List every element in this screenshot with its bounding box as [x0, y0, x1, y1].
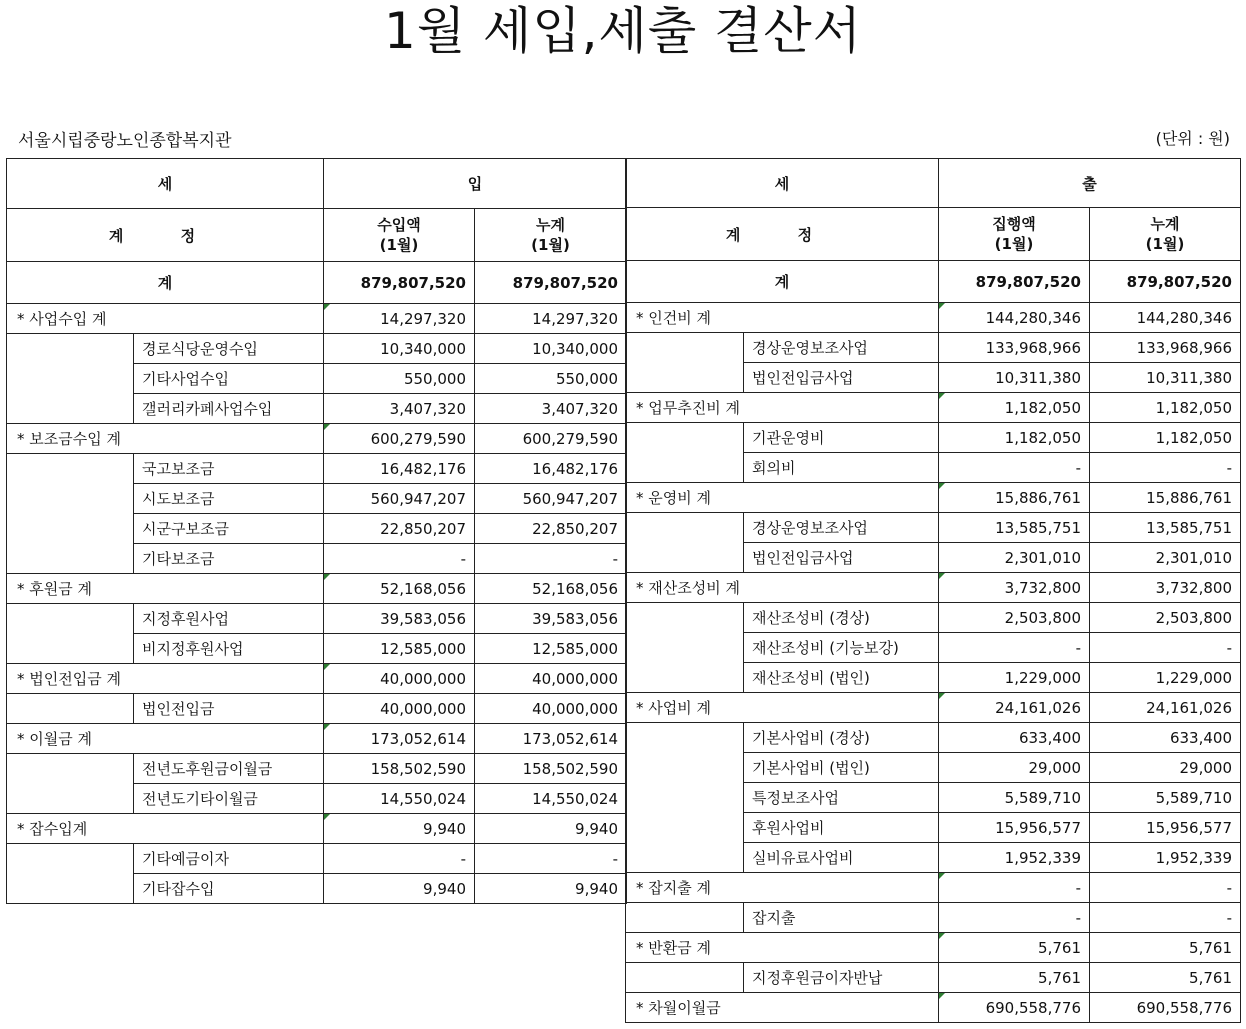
item-cumulative: 158,502,590 [475, 754, 627, 784]
item-cumulative: 10,311,380 [1090, 363, 1241, 393]
item-amount: - [324, 544, 475, 574]
item-label: 재산조성비 (경상) [744, 603, 939, 633]
item-label: 회의비 [744, 453, 939, 483]
item-cumulative: 16,482,176 [475, 454, 627, 484]
item-label: 국고보조금 [134, 454, 324, 484]
group-label: * 법인전입금 계 [7, 664, 324, 694]
item-cumulative: 15,956,577 [1090, 813, 1241, 843]
group-label: * 보조금수입 계 [7, 424, 324, 454]
item-label: 기타잡수입 [134, 874, 324, 904]
item-label: 기관운영비 [744, 423, 939, 453]
item-label: 지정후원금이자반납 [744, 963, 939, 993]
item-cumulative: - [1090, 453, 1241, 483]
group-amount: 5,761 [939, 933, 1090, 963]
group-cumulative: 9,940 [475, 814, 627, 844]
item-cumulative: - [475, 844, 627, 874]
group-row [626, 693, 1241, 723]
item-row [626, 903, 1241, 933]
item-cumulative: 14,550,024 [475, 784, 627, 814]
group-label: * 재산조성비 계 [626, 573, 939, 603]
group-cumulative: 5,761 [1090, 933, 1241, 963]
group-label: * 후원금 계 [7, 574, 324, 604]
item-cumulative: 1,952,339 [1090, 843, 1241, 873]
income-header-right: 입 [324, 159, 627, 209]
item-amount: 2,503,800 [939, 603, 1090, 633]
group-indent-cell [7, 754, 134, 814]
group-label: * 사업비 계 [626, 693, 939, 723]
item-amount: 158,502,590 [324, 754, 475, 784]
item-label: 경상운영보조사업 [744, 513, 939, 543]
item-amount: 12,585,000 [324, 634, 475, 664]
group-label: * 반환금 계 [626, 933, 939, 963]
group-label: * 업무추진비 계 [626, 393, 939, 423]
group-cumulative: 40,000,000 [475, 664, 627, 694]
item-row [626, 963, 1241, 993]
item-label: 잡지출 [744, 903, 939, 933]
group-row [626, 303, 1241, 333]
item-cumulative: - [1090, 633, 1241, 663]
group-cumulative: 3,732,800 [1090, 573, 1241, 603]
item-label: 경상운영보조사업 [744, 333, 939, 363]
group-cumulative: 144,280,346 [1090, 303, 1241, 333]
group-row [7, 814, 627, 844]
group-label: * 차월이월금 [626, 993, 939, 1023]
item-row [7, 694, 627, 724]
group-row [7, 574, 627, 604]
item-cumulative: 40,000,000 [475, 694, 627, 724]
item-cumulative: 633,400 [1090, 723, 1241, 753]
item-label: 재산조성비 (법인) [744, 663, 939, 693]
group-row [626, 873, 1241, 903]
item-cumulative: 560,947,207 [475, 484, 627, 514]
group-amount: 24,161,026 [939, 693, 1090, 723]
group-indent-cell [626, 423, 744, 483]
group-row [7, 724, 627, 754]
expense-total-cumulative: 879,807,520 [1090, 261, 1241, 303]
item-amount: 133,968,966 [939, 333, 1090, 363]
group-indent-cell [7, 844, 134, 904]
group-amount: 3,732,800 [939, 573, 1090, 603]
item-row [7, 604, 627, 634]
item-amount: 15,956,577 [939, 813, 1090, 843]
item-amount: 22,850,207 [324, 514, 475, 544]
item-label: 시군구보조금 [134, 514, 324, 544]
group-amount: 600,279,590 [324, 424, 475, 454]
income-account-header: 계 정 [7, 209, 324, 262]
item-cumulative: 1,229,000 [1090, 663, 1241, 693]
group-row [7, 424, 627, 454]
item-label: 후원사업비 [744, 813, 939, 843]
group-cumulative: 52,168,056 [475, 574, 627, 604]
item-amount: 1,952,339 [939, 843, 1090, 873]
income-amount-header: 수입액 (1월) [324, 209, 475, 262]
item-label: 기타예금이자 [134, 844, 324, 874]
item-cumulative: 9,940 [475, 874, 627, 904]
group-indent-cell [626, 603, 744, 693]
item-label: 법인전입금사업 [744, 543, 939, 573]
group-cumulative: 24,161,026 [1090, 693, 1241, 723]
item-amount: 9,940 [324, 874, 475, 904]
item-amount: 1,182,050 [939, 423, 1090, 453]
item-amount: 5,589,710 [939, 783, 1090, 813]
item-label: 시도보조금 [134, 484, 324, 514]
income-total-label: 계 [7, 262, 324, 304]
item-amount: 29,000 [939, 753, 1090, 783]
item-label: 기본사업비 (법인) [744, 753, 939, 783]
item-amount: 10,340,000 [324, 334, 475, 364]
item-amount: 1,229,000 [939, 663, 1090, 693]
group-amount: 690,558,776 [939, 993, 1090, 1023]
group-amount: 52,168,056 [324, 574, 475, 604]
page-title: 1월 세입,세출 결산서 [384, 2, 862, 60]
group-label: * 잡지출 계 [626, 873, 939, 903]
expense-total-amount: 879,807,520 [939, 261, 1090, 303]
item-cumulative: 5,589,710 [1090, 783, 1241, 813]
group-amount: 173,052,614 [324, 724, 475, 754]
group-indent-cell [7, 694, 134, 724]
item-label: 실비유료사업비 [744, 843, 939, 873]
group-amount: 144,280,346 [939, 303, 1090, 333]
group-amount: 40,000,000 [324, 664, 475, 694]
group-cumulative: 173,052,614 [475, 724, 627, 754]
group-label: * 잡수입계 [7, 814, 324, 844]
group-cumulative: 1,182,050 [1090, 393, 1241, 423]
group-indent-cell [7, 454, 134, 574]
unit-label: (단위 : 원) [1155, 129, 1230, 148]
item-cumulative: - [475, 544, 627, 574]
item-row [7, 334, 627, 364]
group-label: * 사업수입 계 [7, 304, 324, 334]
group-row [626, 573, 1241, 603]
group-cumulative: 600,279,590 [475, 424, 627, 454]
group-label: * 인건비 계 [626, 303, 939, 333]
item-label: 법인전입금사업 [744, 363, 939, 393]
item-amount: 5,761 [939, 963, 1090, 993]
item-cumulative: 2,301,010 [1090, 543, 1241, 573]
group-cumulative: 690,558,776 [1090, 993, 1241, 1023]
income-header-left: 세 [7, 159, 324, 209]
group-indent-cell [7, 334, 134, 424]
group-row [7, 304, 627, 334]
item-amount: 14,550,024 [324, 784, 475, 814]
item-row [626, 603, 1241, 633]
item-cumulative: 5,761 [1090, 963, 1241, 993]
item-amount: 16,482,176 [324, 454, 475, 484]
item-label: 법인전입금 [134, 694, 324, 724]
item-amount: - [939, 633, 1090, 663]
item-label: 특정보조사업 [744, 783, 939, 813]
item-amount: 550,000 [324, 364, 475, 394]
item-cumulative: 13,585,751 [1090, 513, 1241, 543]
group-cumulative: 14,297,320 [475, 304, 627, 334]
item-cumulative: 550,000 [475, 364, 627, 394]
group-amount: 15,886,761 [939, 483, 1090, 513]
item-cumulative: 10,340,000 [475, 334, 627, 364]
group-indent-cell [626, 513, 744, 573]
group-indent-cell [626, 723, 744, 873]
expense-amount-header: 집행액 (1월) [939, 208, 1090, 261]
item-cumulative: 29,000 [1090, 753, 1241, 783]
item-cumulative: 133,968,966 [1090, 333, 1241, 363]
income-cumulative-header: 누계 (1월) [475, 209, 627, 262]
item-row [626, 423, 1241, 453]
item-cumulative: 2,503,800 [1090, 603, 1241, 633]
item-amount: 39,583,056 [324, 604, 475, 634]
item-label: 기타사업수입 [134, 364, 324, 394]
group-indent-cell [7, 604, 134, 664]
item-label: 재산조성비 (기능보강) [744, 633, 939, 663]
expense-account-header: 계 정 [626, 208, 939, 261]
expense-table [625, 158, 1241, 1023]
income-total-cumulative: 879,807,520 [475, 262, 627, 304]
item-amount: - [939, 903, 1090, 933]
group-row [626, 393, 1241, 423]
group-row [7, 664, 627, 694]
item-row [7, 844, 627, 874]
item-amount: - [939, 453, 1090, 483]
item-cumulative: 1,182,050 [1090, 423, 1241, 453]
expense-header-right: 출 [939, 159, 1241, 208]
item-label: 갤러리카페사업수입 [134, 394, 324, 424]
item-label: 지정후원사업 [134, 604, 324, 634]
item-amount: 2,301,010 [939, 543, 1090, 573]
item-label: 경로식당운영수입 [134, 334, 324, 364]
group-amount: 1,182,050 [939, 393, 1090, 423]
item-cumulative: 12,585,000 [475, 634, 627, 664]
expense-total-label: 계 [626, 261, 939, 303]
item-row [626, 333, 1241, 363]
item-row [626, 723, 1241, 753]
group-amount: 14,297,320 [324, 304, 475, 334]
item-cumulative: 22,850,207 [475, 514, 627, 544]
item-amount: 560,947,207 [324, 484, 475, 514]
group-row [626, 993, 1241, 1023]
group-amount: 9,940 [324, 814, 475, 844]
group-row [626, 933, 1241, 963]
item-amount: 10,311,380 [939, 363, 1090, 393]
item-label: 기타보조금 [134, 544, 324, 574]
group-indent-cell [626, 903, 744, 933]
expense-cumulative-header: 누계 (1월) [1090, 208, 1241, 261]
group-cumulative: 15,886,761 [1090, 483, 1241, 513]
item-row [626, 513, 1241, 543]
income-table [6, 158, 627, 904]
item-amount: 13,585,751 [939, 513, 1090, 543]
item-cumulative: 3,407,320 [475, 394, 627, 424]
group-label: * 이월금 계 [7, 724, 324, 754]
item-amount: 3,407,320 [324, 394, 475, 424]
organization-name: 서울시립중랑노인종합복지관 [18, 131, 232, 151]
item-row [7, 754, 627, 784]
item-cumulative: 39,583,056 [475, 604, 627, 634]
item-amount: 633,400 [939, 723, 1090, 753]
income-total-amount: 879,807,520 [324, 262, 475, 304]
item-label: 전년도후원금이월금 [134, 754, 324, 784]
item-amount: - [324, 844, 475, 874]
item-label: 전년도기타이월금 [134, 784, 324, 814]
group-row [626, 483, 1241, 513]
group-amount: - [939, 873, 1090, 903]
item-row [7, 454, 627, 484]
group-indent-cell [626, 333, 744, 393]
item-label: 기본사업비 (경상) [744, 723, 939, 753]
item-cumulative: - [1090, 903, 1241, 933]
group-cumulative: - [1090, 873, 1241, 903]
item-amount: 40,000,000 [324, 694, 475, 724]
expense-header-left: 세 [626, 159, 939, 208]
group-label: * 운영비 계 [626, 483, 939, 513]
group-indent-cell [626, 963, 744, 993]
item-label: 비지정후원사업 [134, 634, 324, 664]
